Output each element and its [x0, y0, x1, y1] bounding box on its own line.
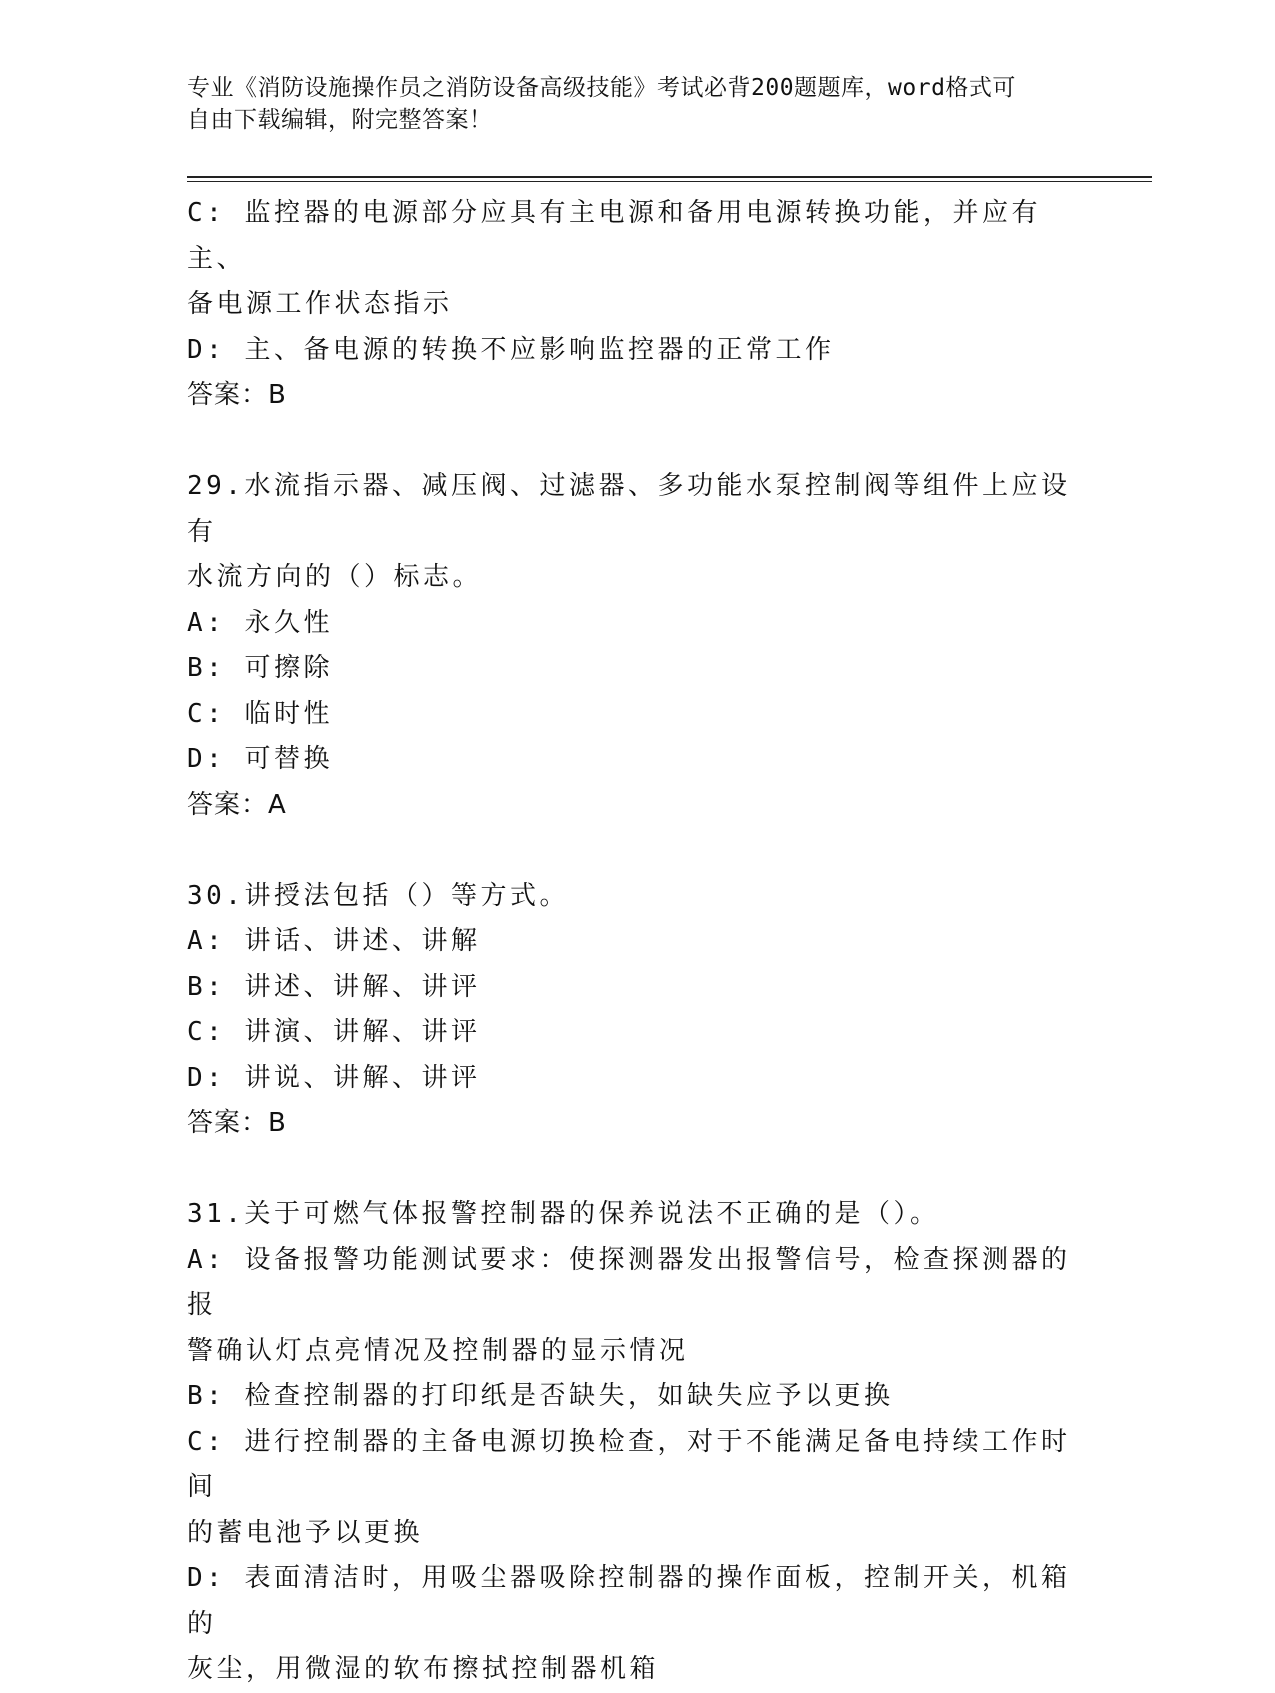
option-a-line-1: A: 设备报警功能测试要求：使探测器发出报警信号，检查探测器的报 [187, 1244, 1071, 1320]
option-d-line-2: 灰尘，用微湿的软布擦拭控制器机箱 [187, 1654, 660, 1684]
header-line-2: 自由下载编辑，附完整答案！ [187, 107, 493, 133]
option-c-line-2: 备电源工作状态指示 [187, 289, 453, 319]
question-stem: 31.关于可燃气体报警控制器的保养说法不正确的是（）。 [187, 1199, 940, 1229]
question-31 [187, 1192, 1077, 1693]
option-c-line-1: C: 监控器的电源部分应具有主电源和备用电源转换功能，并应有主、 [187, 198, 1041, 274]
question-stem-line-2: 水流方向的（）标志。 [187, 562, 483, 592]
question-30 [187, 874, 1077, 1147]
option-d: D: 主、备电源的转换不应影响监控器的正常工作 [187, 334, 835, 365]
option-c: C: 讲演、讲解、讲评 [187, 1017, 481, 1047]
question-29 [187, 464, 1077, 828]
question-stem-line-1: 29.水流指示器、减压阀、过滤器、多功能水泵控制阀等组件上应设有 [187, 471, 1071, 547]
page-header [187, 72, 1067, 136]
option-d: D: 讲说、讲解、讲评 [187, 1062, 481, 1093]
answer: 答案：B [187, 1108, 287, 1138]
answer: 答案：B [187, 380, 287, 410]
header-rule-thin [187, 181, 1152, 182]
option-a: A: 讲话、讲述、讲解 [187, 926, 481, 956]
option-a-line-2: 警确认灯点亮情况及控制器的显示情况 [187, 1335, 689, 1366]
option-c-line-1: C: 进行控制器的主备电源切换检查，对于不能满足备电持续工作时间 [187, 1426, 1071, 1502]
option-c-line-2: 的蓄电池予以更换 [187, 1517, 424, 1548]
option-a: A: 永久性 [187, 607, 333, 638]
question-stem: 30.讲授法包括（）等方式。 [187, 880, 569, 911]
header-rule-thick [187, 176, 1152, 178]
option-b: B: 讲述、讲解、讲评 [187, 971, 481, 1002]
spacer [187, 419, 1077, 465]
option-b: B: 可擦除 [187, 653, 333, 683]
option-c: C: 临时性 [187, 698, 333, 729]
option-d: D: 可替换 [187, 744, 333, 774]
option-b: B: 检查控制器的打印纸是否缺失，如缺失应予以更换 [187, 1381, 894, 1411]
header-line-1: 专业《消防设施操作员之消防设备高级技能》考试必背200题题库，word格式可 [187, 75, 1016, 101]
spacer [187, 1147, 1077, 1193]
answer: 答案：A [187, 789, 287, 820]
spacer [187, 828, 1077, 874]
question-list [187, 191, 1077, 1693]
question-28-continued [187, 191, 1077, 419]
option-d-line-1: D: 表面清洁时，用吸尘器吸除控制器的操作面板，控制开关，机箱的 [187, 1563, 1071, 1639]
